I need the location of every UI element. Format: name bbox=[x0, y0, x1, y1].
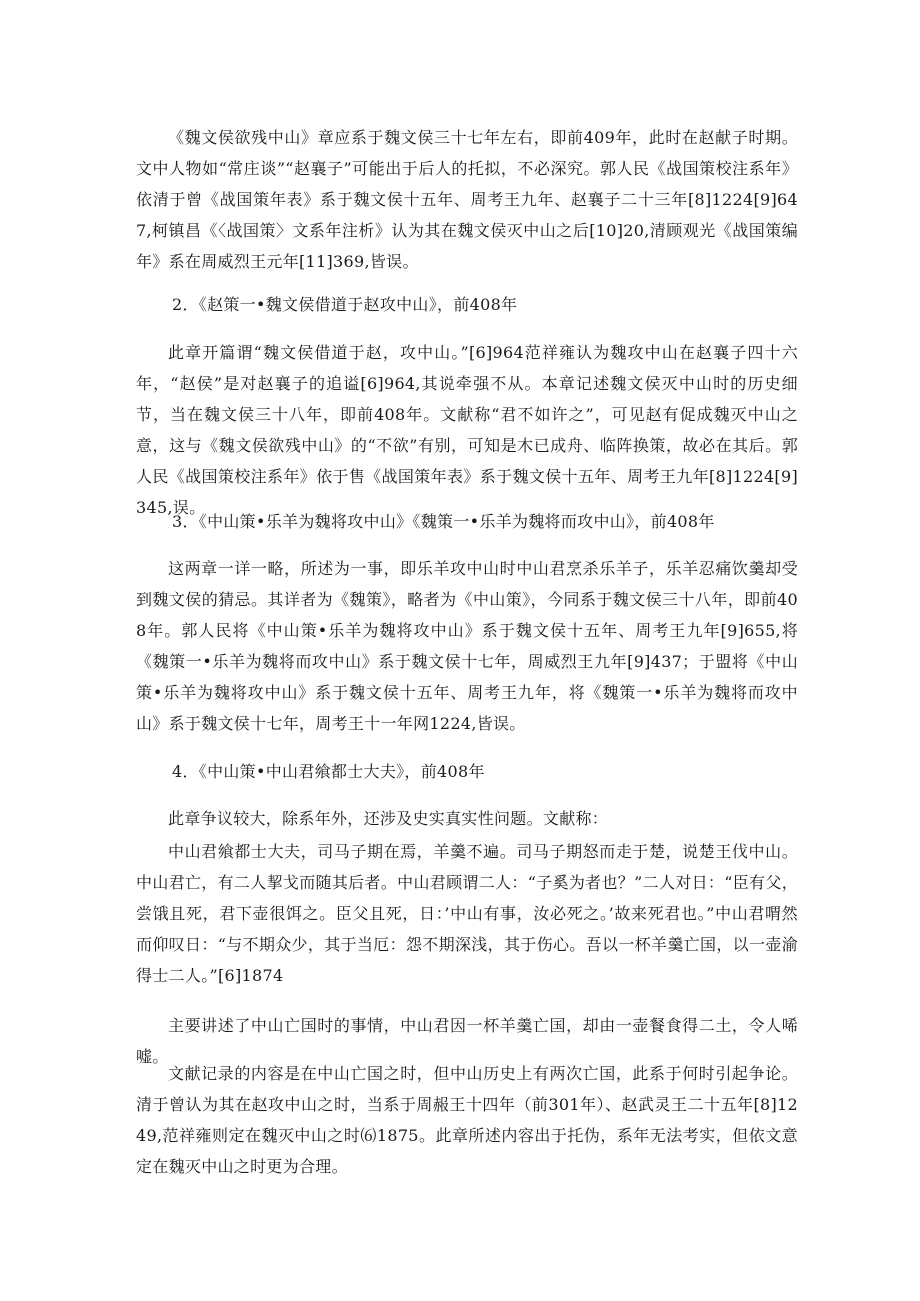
paragraph-yue-yang-gong-zhongshan: 这两章一详一略，所述为一事，即乐羊攻中山时中山君烹杀乐羊子，乐羊忍痛饮羹却受到魏文侯的猜忌。其详者为《魏策》，略者为《中山策》，今同系于魏文侯三十八年，即前408年。郭人民将《中山策•乐羊为魏将攻中山》系于魏文侯十五年、周考王九年[9]655,将《魏策一•乐羊为魏将而攻中山》系于魏文侯十七年，周威烈王九年[9]437；于盟将《中山策•乐羊为魏将攻中山》系于魏文侯十五年、周考王九年，将《魏策一•乐羊为魏将而攻中山》系于魏文侯十七年，周考王十一年网1224,皆误。 bbox=[136, 559, 798, 733]
section-heading-3: 3．《中山策•乐羊为魏将攻中山》《魏策一•乐羊为魏将而攻中山》，前408年 bbox=[172, 512, 715, 531]
paragraph-jie-dao-yu-zhao: 此章开篇谓“魏文侯借道于赵，攻中山。”[6]964范祥雍认为魏攻中山在赵襄子四十六年，“赵侯”是对赵襄子的追谥[6]964,其说牵强不从。本章记述魏文侯灭中山时的历史细节，当在魏文侯三十八年，即前408年。文献称“君不如许之”，可见赵有促成魏灭中山之意，这与《魏文侯欲残中山》的“不欲”有别，可知是木已成舟、临阵换策，故必在其后。郭人民《战国策校注系年》依于售《战国策年表》系于魏文侯十五年、周考王九年[8]1224[9]345,误。 bbox=[136, 343, 798, 517]
section-heading-4: 4．《中山策•中山君飨都士大夫》，前408年 bbox=[172, 762, 485, 781]
block-quote-zhongshan-jun: 中山君飨都士大夫，司马子期在焉，羊羹不遍。司马子期怒而走于楚，说楚王伐中山。中山君亡，有二人挈戈而随其后者。中山君顾谓二人：“子奚为者也？”二人对日：“臣有父，尝饿且死，君下壶很饵之。臣父且死，日：’中山有事，汝必死之。’故来死君也。”中山君喟然而仰叹日：“与不期众少，其于当厄：怨不期深浅，其于伤心。吾以一杯羊羹亡国，以一壶渝得士二人。”[6]1874 bbox=[136, 842, 798, 985]
paragraph-summary: 主要讲述了中山亡国时的事情，中山君因一杯羊羹亡国，却由一壶餐食得二土，令人唏嘘。 bbox=[136, 1016, 798, 1066]
paragraph-zhengyi-intro: 此章争议较大，除系年外，还涉及史实真实性问题。文献称： bbox=[168, 809, 609, 828]
paragraph-wei-wenhou-yu-can-zhongshan: 《魏文侯欲残中山》章应系于魏文侯三十七年左右，即前409年，此时在赵献子时期。文中人物如“常庄谈”“赵襄子”可能出于后人的托拟，不必深究。郭人民《战国策校注系年》依清于曾《战国策年表》系于魏文侯十五年、周考王九年、赵襄子二十三年[8]1224[9]647,柯镇昌《〈战国策〉文系年注析》认为其在魏文侯灭中山之后[10]20,清顾观光《战国策编年》系在周威烈王元年[11]369,皆误。 bbox=[136, 128, 798, 271]
section-heading-2: 2．《赵策一•魏文侯借道于赵攻中山》，前408年 bbox=[172, 295, 518, 314]
paragraph-dating-dispute: 文献记录的内容是在中山亡国之时，但中山历史上有两次亡国，此系于何时引起争论。清于曾认为其在赵攻中山之时，当系于周赧王十四年（前301年）、赵武灵王二十五年[8]1249,范祥雍则定在魏灭中山之时⑹1875。此章所述内容出于托伪，系年无法考实，但依文意定在魏灭中山之时更为合理。 bbox=[136, 1064, 798, 1176]
